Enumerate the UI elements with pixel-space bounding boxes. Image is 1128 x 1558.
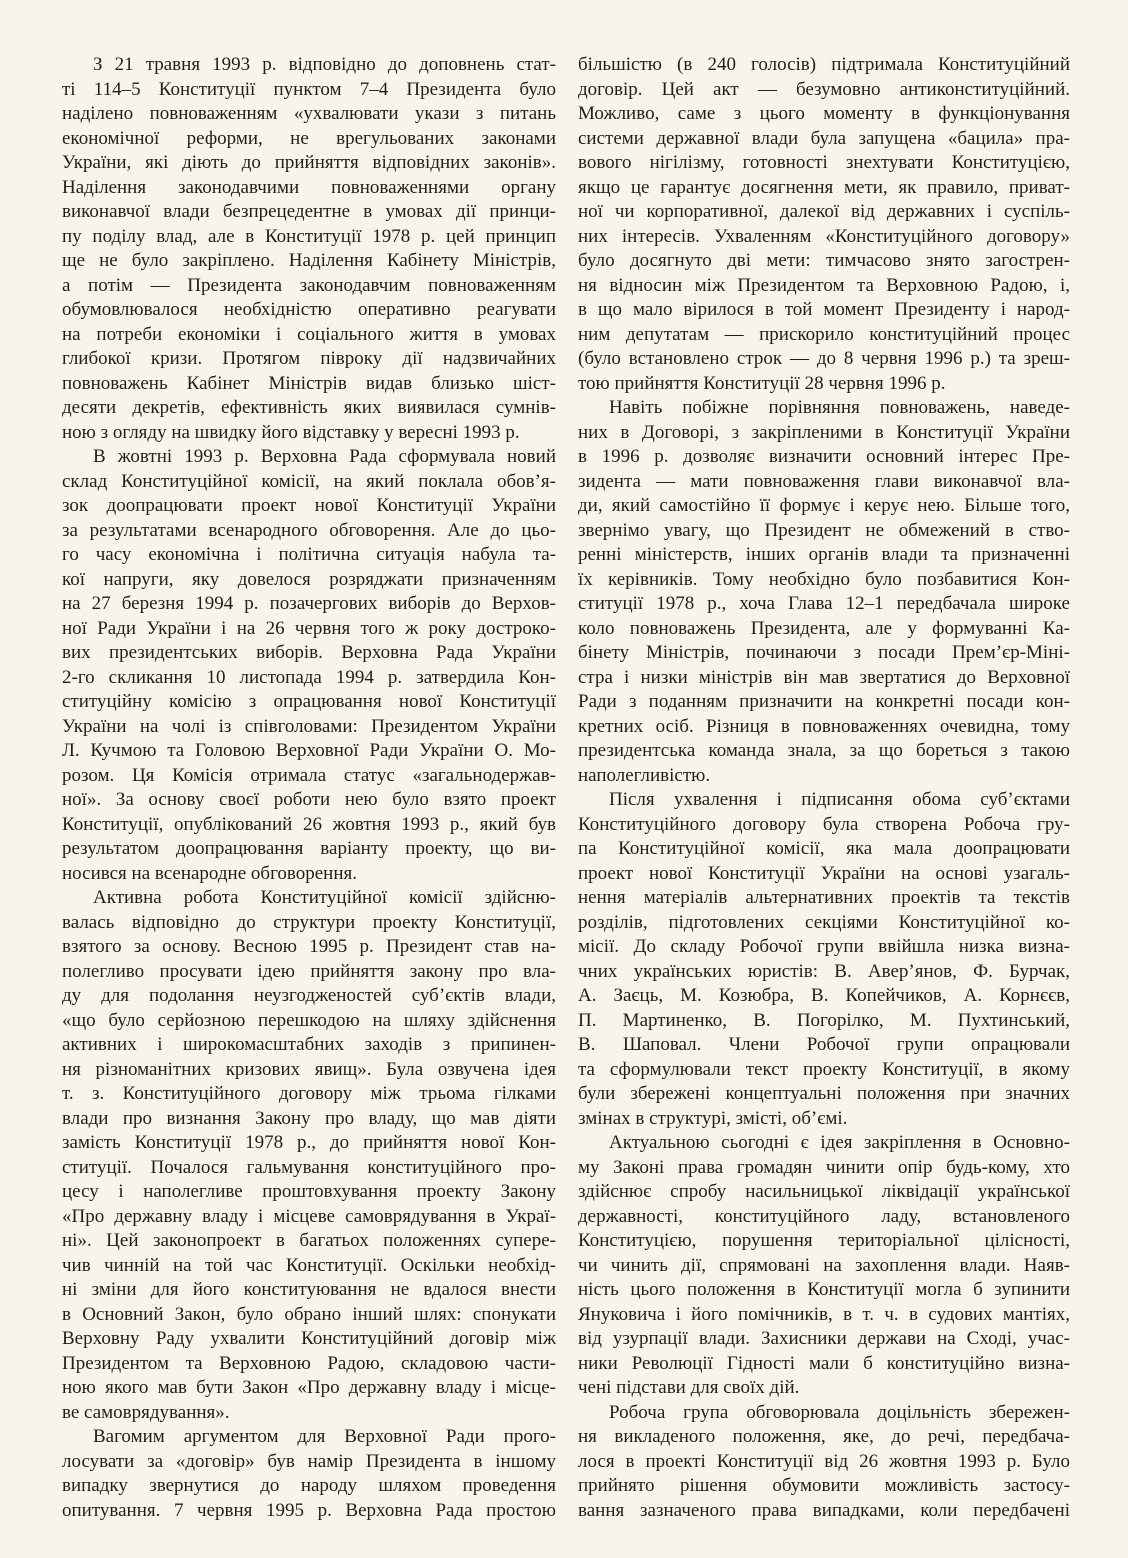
text-line: Конституції, опублікований 26 жовтня 1993 р., який був [62,813,556,835]
text-line: ди, який самостійно її формує і керує нею. Більше того, [578,495,1070,516]
text-line: ті 114–5 Конституції пунктом 7–4 Президента було [62,78,556,100]
text-line: Актуальною сьогодні є ідея закріплення в Основно- [609,1132,1070,1153]
text-line: повноважень Кабінет Міністрів видав близько шіст- [62,372,556,394]
text-line: опитування. 7 червня 1995 р. Верховна Рада простою [62,1499,556,1521]
text-line: В жовтні 1993 р. Верховна Рада сформувала новий [93,446,556,467]
text-line: ня різноманітних кризових явищ». Була озвучена ідея [62,1058,556,1080]
text-line: Навіть побіжне порівняння повноважень, наведе- [609,397,1070,418]
text-line: місії. До складу Робочої групи ввійшла низка визна- [578,936,1070,957]
text-line: Вагомим аргументом для Верховної Ради прого- [93,1426,556,1447]
text-line: наполегливістю. [578,764,711,786]
text-line: на потреби економіки і соціального життя в умовах [62,323,556,345]
text-column-left [62,53,556,1558]
text-line: т. з. Конституційного договору між трьома гілками [62,1083,556,1104]
paragraph [62,53,556,445]
text-line: вання зазначеного права випадками, коли передбачені [578,1499,1070,1521]
text-line: ще не було закріплено. Наділення Кабінету Міністрів, [62,250,556,271]
text-line: чи чинить дії, спрямовані на захоплення влади. Наяв- [578,1254,1070,1276]
text-line: звернімо увагу, що Президент не обмежений в ство- [578,519,1070,541]
text-line: обумовлювалося необхідністю оперативно реагувати [62,299,556,320]
text-line: Активна робота Конституційної комісії здійсню- [93,887,556,908]
text-line: економічної реформи, не врегульованих законами [62,127,556,149]
text-line: Конституційного договору була створена Робоча гру- [578,813,1070,835]
paragraph [578,396,1070,788]
text-line: лося в проекті Конституції від 26 жовтня 1993 р. Було [578,1450,1070,1472]
text-line: Можливо, саме з цього моменту в функціонування [578,103,1070,124]
text-line: та сформулювали текст проекту Конституції, в якому [578,1058,1070,1080]
text-line: коло повноважень Президента, але у формуванні Ка- [578,617,1070,639]
text-line: на 27 березня 1994 р. позачергових виборів до Верхов- [62,593,556,614]
text-line: них в Договорі, з закріпленими в Конституції України [578,421,1070,443]
text-line: системи державної влади була запущена «бацила» пра- [578,127,1070,149]
text-line: замість Конституції 1978 р., до прийняття нової Кон- [62,1132,556,1153]
text-line: ституції. Почалося гальмування конституційного про- [62,1156,556,1178]
text-line: «що було серйозною перешкодою на шляху здійснення [62,1009,556,1031]
text-line: взятого за основу. Весною 1995 р. Президент став на- [62,936,556,957]
text-line: ве самоврядування». [62,1401,230,1423]
text-line: Верховну Раду ухвалити Конституційний договір між [62,1328,556,1349]
text-line: носився на всенародне обговорення. [62,862,357,884]
text-line: полегливо просувати ідею прийняття закону про вла- [62,960,556,982]
text-line: Після ухвалення і підписання обома суб’єктами [609,789,1070,810]
text-line: ституційну комісію з опрацювання нової Конституції [62,691,556,712]
text-line: валась відповідно до структури проекту Конституції, [62,911,556,933]
text-line: ники Революції Гідності мали б конституційно визна- [578,1352,1070,1374]
text-line: З 21 травня 1993 р. відповідно до доповнень стат- [93,54,556,75]
text-line: України на чолі із співголовами: Президентом України [62,715,556,737]
text-line: А. Заєць, М. Козюбра, В. Копейчиков, А. Корнєєв, [578,985,1070,1006]
text-line: розділів, підготовлених секціями Конституційної ко- [578,911,1070,933]
text-line: цесу і наполегливе проштовхування проекту Закону [62,1181,556,1202]
text-line: В. Шаповал. Члени Робочої групи опрацювали [578,1034,1070,1055]
text-line: глибокої кризи. Протягом півроку дії надзвичайних [62,348,556,369]
text-line: му Законі права громадян чинити опір будь-кому, хто [578,1156,1070,1178]
text-line: більшістю (в 240 голосів) підтримала Конституційний [578,54,1070,75]
text-line: влади про визнання Закону про владу, що мав діяти [62,1107,556,1129]
text-line: проект нової Конституції України на основі узагаль- [578,862,1070,884]
text-line: тою прийняття Конституції 28 червня 1996 р. [578,372,946,394]
text-line: чних українських юристів: В. Авер’янов, Ф. Бурчак, [578,960,1070,982]
text-line: Л. Кучмою та Головою Верховної Ради України О. Мо- [62,740,556,761]
text-line: наділено повноваженням «ухвалювати укази з питань [62,103,556,124]
text-line: були збережені концептуальні положення при значних [578,1083,1070,1104]
paragraph [578,1401,1070,1524]
text-line: кої напруги, яку довелося розряджати призначенням [62,568,556,590]
text-line: від узурпації влади. Захисники держави на Сході, учас- [578,1328,1070,1349]
text-line: Конституцією, порушення територіальної цілісності, [578,1230,1070,1251]
paragraph [578,1131,1070,1401]
text-line: бінету Міністрів, починаючи з посади Прем’єр-Міні- [578,642,1070,663]
text-line: го часу економічна і політична ситуація набула та- [62,544,556,565]
text-line: «Про державну владу і місцеве самоврядування в Украї- [62,1205,556,1227]
text-line: зидента — мати повноваження глави виконавчої вла- [578,470,1070,492]
text-line: ду для подолання неузгодженостей суб’єктів влади, [62,985,556,1006]
text-line: здійснює спробу насильницької ліквідації української [578,1181,1070,1202]
text-line: ність цього положення в Конституції могла б зупинити [578,1279,1070,1300]
text-line: України, які діють до прийняття відповідних законів». [62,152,556,173]
text-line: змінах в структурі, змісті, об’ємі. [578,1107,848,1129]
text-line: чені підстави для своїх дій. [578,1377,800,1398]
text-line: активних і широкомасштабних заходів з припинен- [62,1034,556,1055]
text-line: 2-го скликання 10 листопада 1994 р. затвердила Кон- [62,666,556,688]
text-line: лосувати за «договір» був намір Президента в іншому [62,1450,556,1472]
text-line: кретних осіб. Різниця в повноваженнях очевидна, тому [578,715,1070,737]
text-line: Януковича і його помічників, в т. ч. в судових мантіях, [578,1303,1070,1325]
paragraph [578,53,1070,396]
text-line: ренні міністерств, інших органів влади та призначенні [578,544,1070,565]
text-line: нення матеріалів альтернативних проектів та текстів [578,887,1070,908]
text-line: ної». За основу своєї роботи нею було взято проект [62,789,556,810]
text-line: ня викладеного положення, яке, до речі, передбача- [578,1426,1070,1447]
text-line: за результатами всенародного обговорення. Але до цьо- [62,519,556,541]
text-line: Президентом та Верховною Радою, складовою части- [62,1352,556,1374]
text-line: в що мало вірилося в той момент Президенту і народ- [578,299,1070,320]
text-line: а потім — Президента законодавчим повноваженням [62,274,556,296]
text-line: в Основний Закон, було обрано інший шлях: спонукати [62,1303,556,1325]
text-line: ня відносин між Президентом та Верховною Радою, і, [578,274,1070,296]
text-line: в 1996 р. дозволяє визначити основний інтерес Пре- [578,446,1070,467]
text-line: зок доопрацювати проект нової Конституції України [62,495,556,516]
text-line: договір. Цей акт — безумовно антиконституційний. [578,78,1070,100]
text-line: ної Ради України і на 26 червня того ж року достроко- [62,617,556,639]
text-line: ні». Цей законопроект в багатьох положеннях супере- [62,1230,556,1251]
text-line: ною з огляду на швидку його відставку у вересні 1993 р. [62,421,520,443]
paragraph [62,886,556,1425]
text-line: президентська команда знала, за що бореться з такою [578,740,1070,761]
text-line: Ради з поданням призначити на конкретні посади кон- [578,691,1070,712]
paragraph [578,788,1070,1131]
text-line: якщо це гарантує досягнення мети, як правило, приват- [578,176,1070,198]
text-line: ним депутатам — прискорило конституційний процес [578,323,1070,345]
text-column-right [578,53,1070,1558]
text-line: було досягнуто дві мети: тимчасово знято загострен- [578,250,1070,271]
text-line: чив чинній на той час Конституції. Оскільки необхід- [62,1254,556,1276]
paragraph [62,445,556,886]
text-line: них інтересів. Ухваленням «Конституційного договору» [578,225,1070,247]
text-line: склад Конституційної комісії, на який поклала обов’я- [62,470,556,492]
text-line: Робоча група обговорювала доцільність збережен- [609,1401,1070,1423]
text-line: (було встановлено строк — до 8 червня 1996 р.) та зреш- [578,348,1070,369]
text-line: Наділення законодавчими повноваженнями органу [62,176,556,198]
text-line: розом. Ця Комісія отримала статус «загальнодержав- [62,764,556,786]
paragraph [62,1425,556,1523]
text-line: державності, конституційного ладу, встановленого [578,1205,1070,1227]
text-line: вих президентських виборів. Верховна Рада України [62,642,556,663]
text-line: пу поділу влад, але в Конституції 1978 р. цей принцип [62,225,556,247]
text-line: ституції 1978 р., хоча Глава 12–1 передбачала широке [578,593,1070,614]
text-line: випадку звернутися до народу шляхом проведення [62,1475,556,1496]
text-line: П. Мартиненко, В. Погорілко, М. Пухтинський, [578,1009,1070,1031]
text-line: ною якого мав бути Закон «Про державну владу і місце- [62,1377,556,1398]
text-line: ні зміни для його конституювання не вдалося внести [62,1279,556,1300]
text-line: ної чи корпоративної, далекої від державних і суспіль- [578,201,1070,222]
text-line: виконавчої влади безпрецедентне в умовах дії принци- [62,201,556,222]
text-line: прийнято рішення обумовити можливість застосу- [578,1475,1070,1496]
text-line: десяти декретів, ефективність яких виявилася сумнів- [62,397,556,418]
text-line: результатом доопрацювання варіанту проекту, що ви- [62,838,556,859]
text-line: па Конституційної комісії, яка мала доопрацювати [578,838,1070,859]
text-line: вового нігілізму, готовності знехтувати Конституцією, [578,152,1070,173]
text-line: їх керівників. Тому необхідно було позбавитися Кон- [578,568,1070,590]
text-line: стра і низки міністрів він мав звертатися до Верховної [578,666,1070,688]
